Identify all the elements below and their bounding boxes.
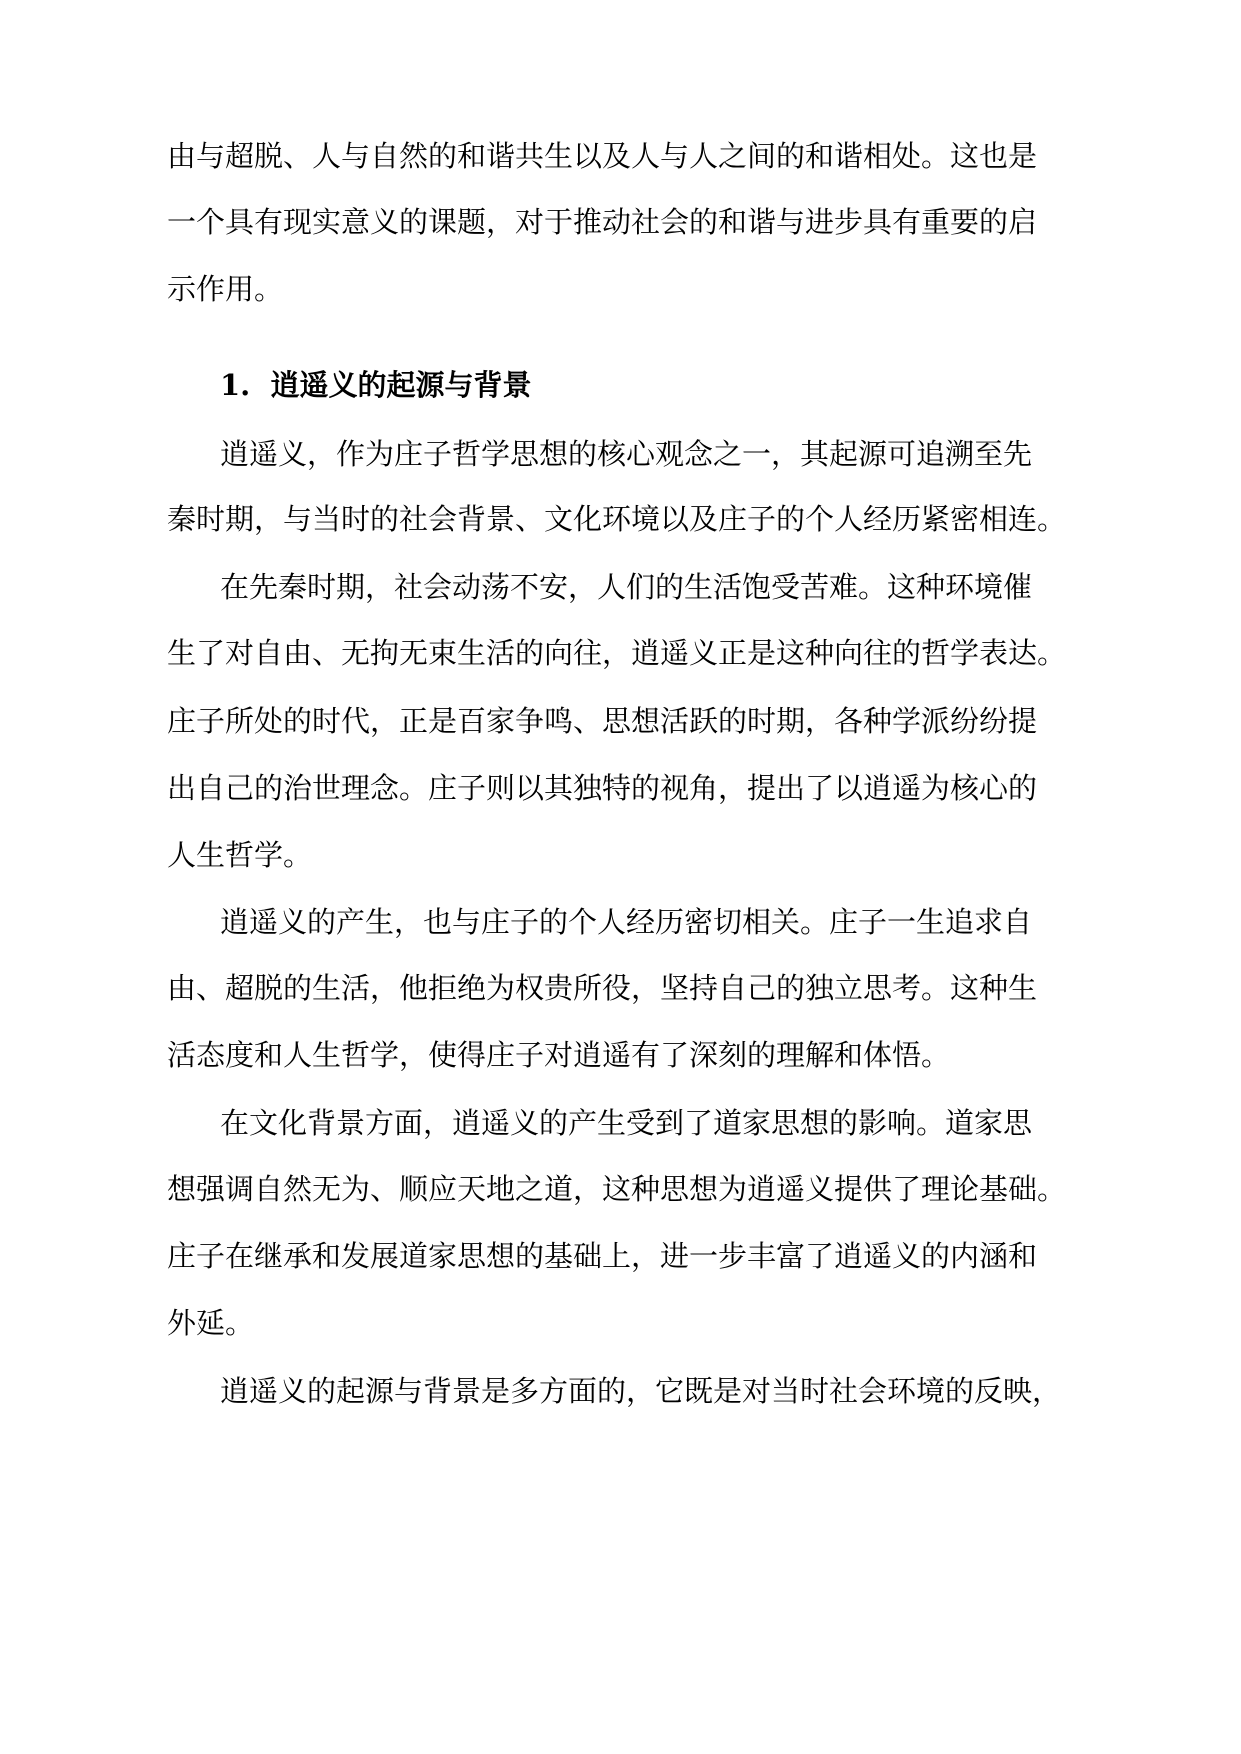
paragraph-line: 逍遥义的起源与背景是多方面的，它既是对当时社会环境的反映，	[220, 1374, 1062, 1408]
paragraph-line: 外延。	[167, 1306, 255, 1340]
paragraph-line: 出自己的治世理念。庄子则以其独特的视角，提出了以逍遥为核心的	[167, 771, 1038, 805]
paragraph-line: 由、超脱的生活，他拒绝为权贵所役，坚持自己的独立思考。这种生	[167, 971, 1038, 1005]
paragraph-line: 在先秦时期，社会动荡不安，人们的生活饱受苦难。这种环境催	[220, 570, 1033, 604]
paragraph-line: 庄子在继承和发展道家思想的基础上，进一步丰富了逍遥义的内涵和	[167, 1239, 1038, 1273]
paragraph-line: 在文化背景方面，逍遥义的产生受到了道家思想的影响。道家思	[220, 1106, 1033, 1140]
paragraph-line: 逍遥义，作为庄子哲学思想的核心观念之一，其起源可追溯至先	[220, 437, 1033, 471]
paragraph-line: 秦时期，与当时的社会背景、文化环境以及庄子的个人经历紧密相连。	[167, 502, 1067, 536]
paragraph-line: 活态度和人生哲学，使得庄子对逍遥有了深刻的理解和体悟。	[167, 1038, 951, 1072]
paragraph-line: 由与超脱、人与自然的和谐共生以及人与人之间的和谐相处。这也是	[167, 139, 1038, 173]
paragraph-line: 示作用。	[167, 272, 284, 306]
paragraph-line: 人生哲学。	[167, 838, 313, 872]
paragraph-line: 一个具有现实意义的课题，对于推动社会的和谐与进步具有重要的启	[167, 205, 1038, 239]
paragraph-line: 想强调自然无为、顺应天地之道，这种思想为逍遥义提供了理论基础。	[167, 1172, 1067, 1206]
paragraph-line: 逍遥义的产生，也与庄子的个人经历密切相关。庄子一生追求自	[220, 905, 1033, 939]
paragraph-line: 生了对自由、无拘无束生活的向往，逍遥义正是这种向往的哲学表达。	[167, 636, 1067, 670]
section-heading: 1. 逍遥义的起源与背景	[220, 368, 532, 402]
paragraph-line: 庄子所处的时代，正是百家争鸣、思想活跃的时期，各种学派纷纷提	[167, 704, 1038, 738]
